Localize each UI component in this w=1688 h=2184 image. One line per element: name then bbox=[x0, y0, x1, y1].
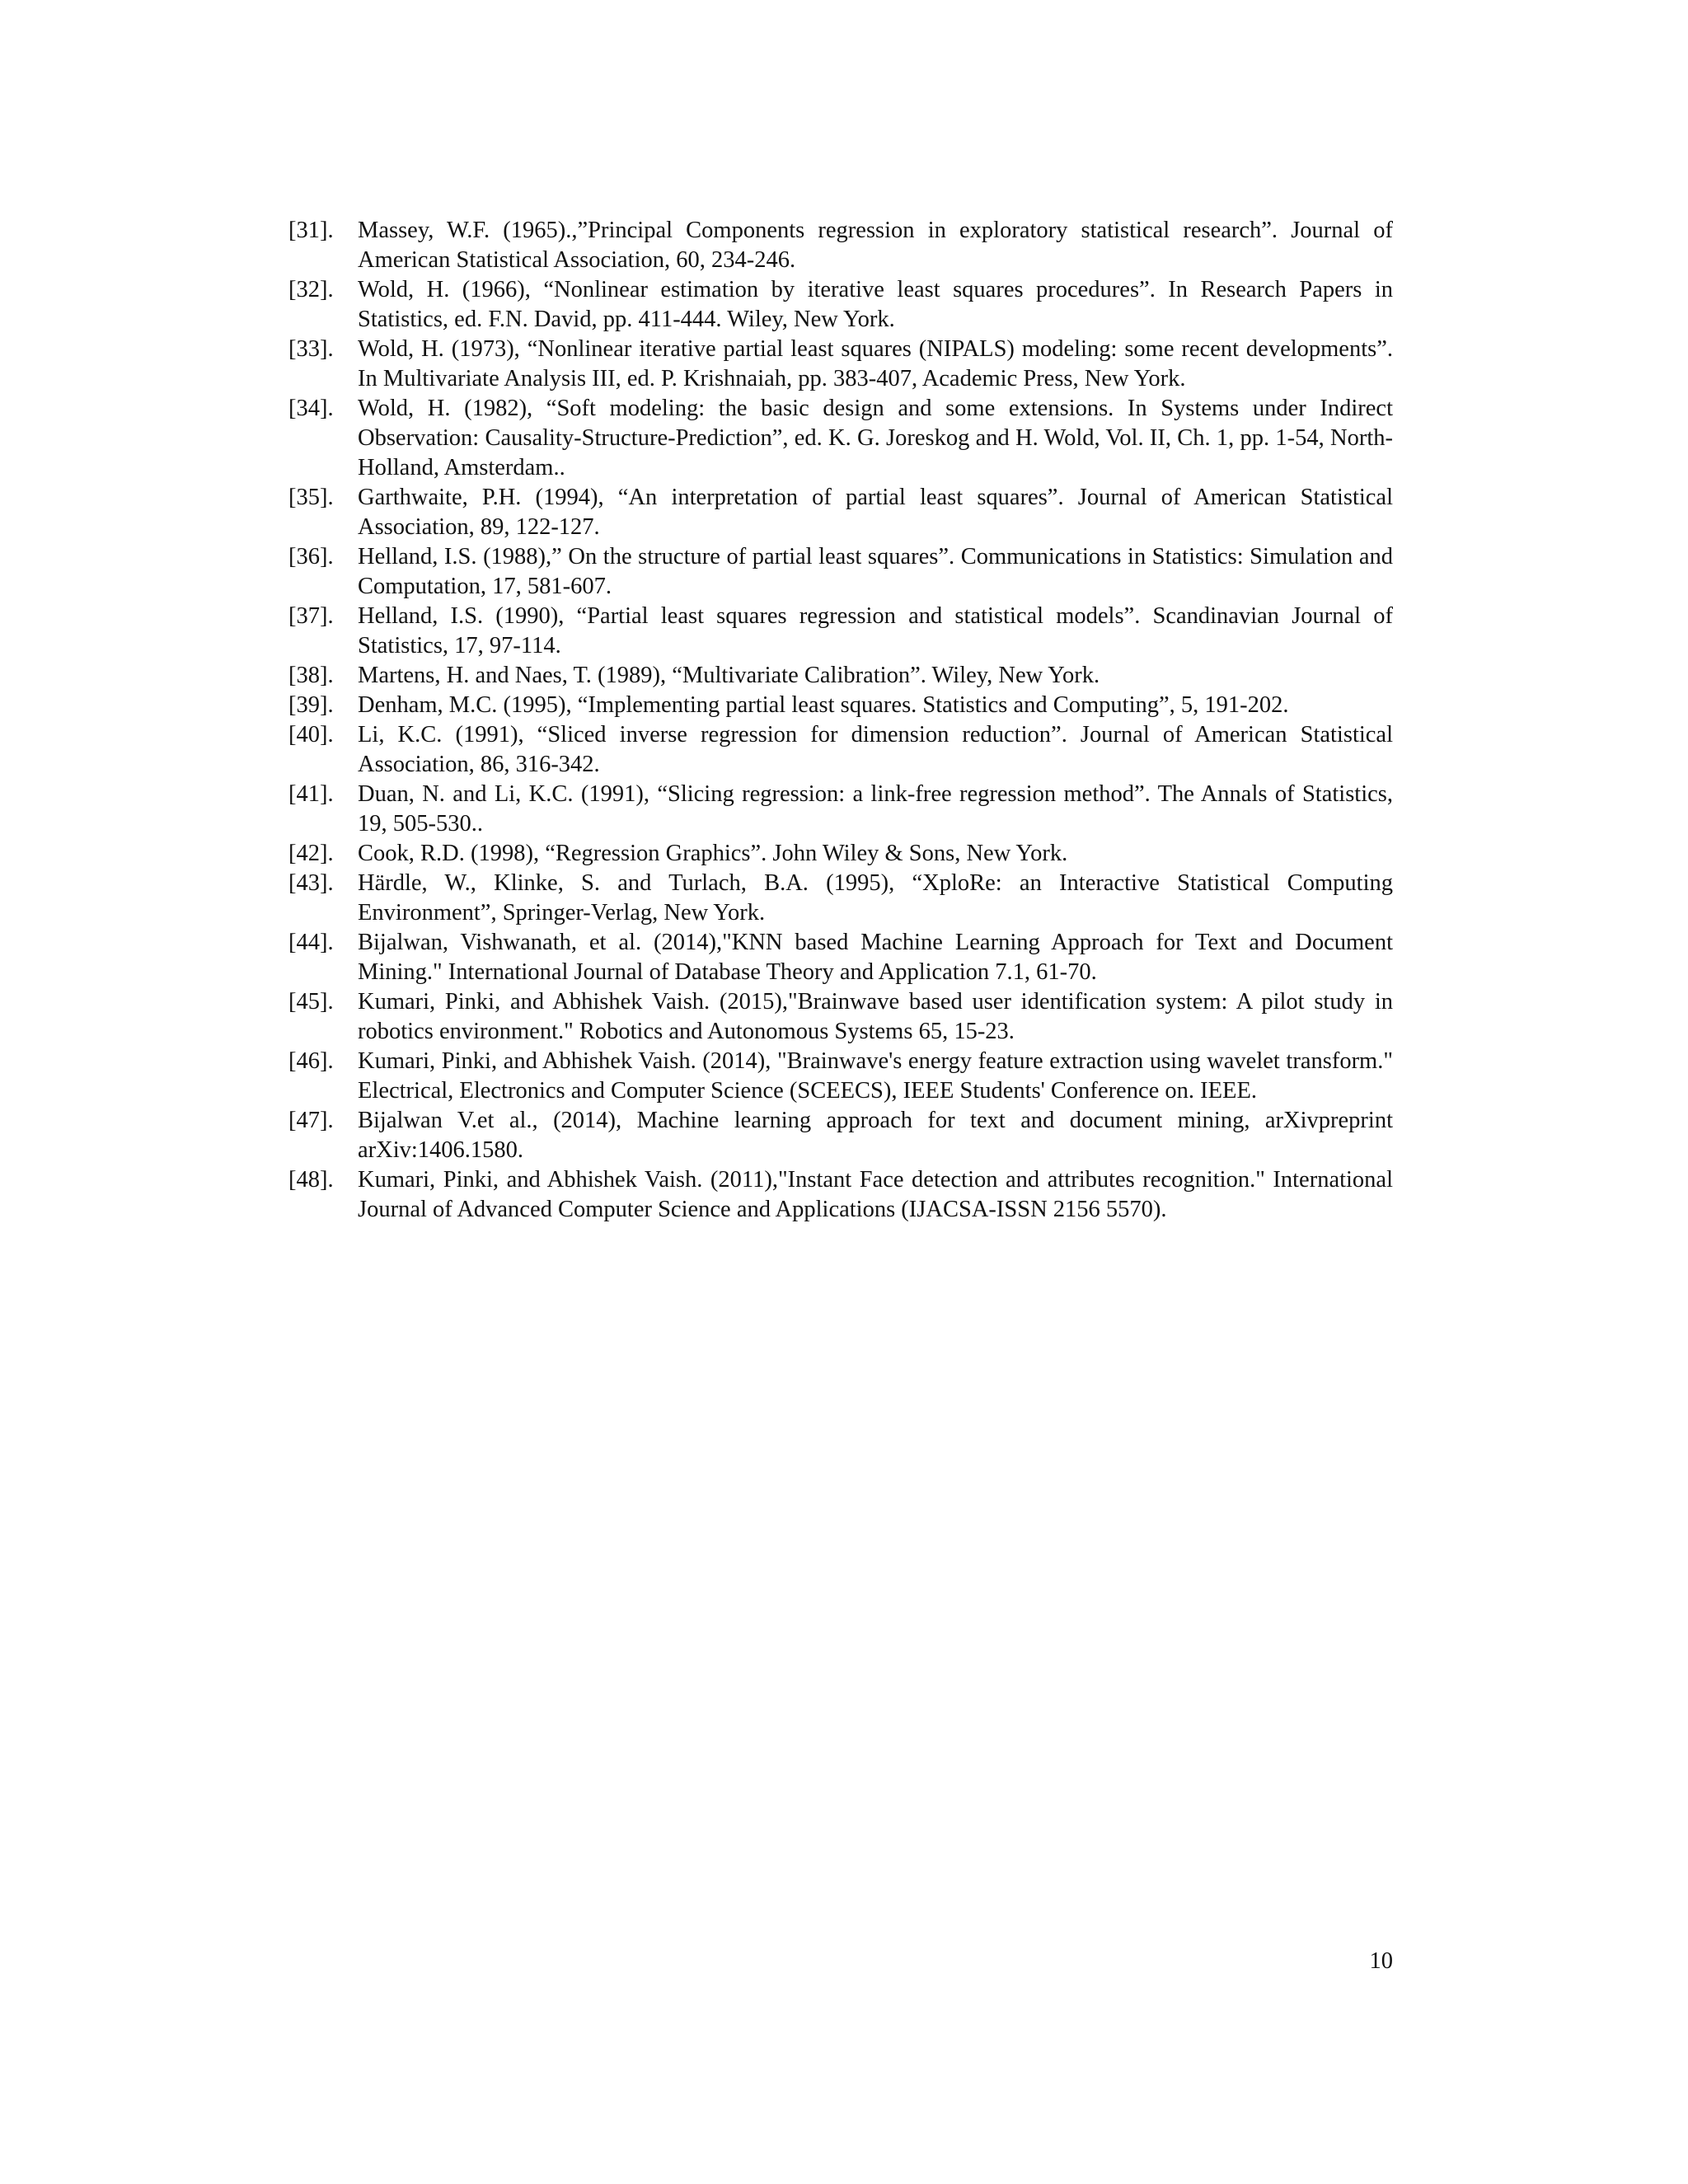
reference-number: [46]. bbox=[288, 1048, 334, 1074]
reference-text: Bijalwan, Vishwanath, et al. (2014),"KNN based Machine Learning Approach for Text and Document Mining." International Journal of Database Theory and Application 7.1, 61-70. bbox=[358, 930, 1393, 985]
reference-text: Kumari, Pinki, and Abhishek Vaish. (2015),"Brainwave based user identification system: A pilot study in robotics environment." Robotics and Autonomous Systems 65, 15-23. bbox=[358, 989, 1393, 1044]
reference-text: Helland, I.S. (1988),” On the structure of partial least squares”. Communications in Statistics: Simulation and Computation, 17, 581-607. bbox=[358, 544, 1393, 599]
reference-text: Wold, H. (1982), “Soft modeling: the basic design and some extensions. In Systems under Indirect Observation: Causality-Structure-Prediction”, ed. K. G. Joreskog and H. Wold, Vol. II, Ch. 1, pp. 1-54, North-Holland, Amsterdam.. bbox=[358, 396, 1393, 480]
reference-item bbox=[288, 1106, 1393, 1165]
reference-number: [33]. bbox=[288, 336, 334, 362]
reference-item bbox=[288, 275, 1393, 335]
reference-item bbox=[288, 1165, 1393, 1225]
reference-text: Kumari, Pinki, and Abhishek Vaish. (2011),"Instant Face detection and attributes recognition." International Journal of Advanced Computer Science and Applications (IJACSA-ISSN 2156 5570). bbox=[358, 1167, 1393, 1222]
reference-item bbox=[288, 691, 1393, 720]
reference-number: [32]. bbox=[288, 277, 334, 302]
reference-number: [38]. bbox=[288, 663, 334, 688]
reference-item bbox=[288, 869, 1393, 928]
reference-item bbox=[288, 780, 1393, 839]
reference-number: [48]. bbox=[288, 1167, 334, 1193]
reference-item bbox=[288, 661, 1393, 691]
reference-text: Helland, I.S. (1990), “Partial least squares regression and statistical models”. Scandinavian Journal of Statistics, 17, 97-114. bbox=[358, 603, 1393, 658]
reference-text: Kumari, Pinki, and Abhishek Vaish. (2014), "Brainwave's energy feature extraction using wavelet transform." Electrical, Electronics and Computer Science (SCEECS), IEEE Students' Conference on. IEEE. bbox=[358, 1048, 1393, 1104]
reference-number: [40]. bbox=[288, 722, 334, 748]
reference-item bbox=[288, 483, 1393, 542]
reference-text: Duan, N. and Li, K.C. (1991), “Slicing regression: a link-free regression method”. The Annals of Statistics, 19, 505-530.. bbox=[358, 781, 1393, 837]
reference-number: [39]. bbox=[288, 692, 334, 718]
reference-number: [45]. bbox=[288, 989, 334, 1015]
reference-text: Wold, H. (1973), “Nonlinear iterative partial least squares (NIPALS) modeling: some recent developments”. In Multivariate Analysis III, ed. P. Krishnaiah, pp. 383-407, Academic Press, New York. bbox=[358, 336, 1393, 391]
reference-number: [34]. bbox=[288, 396, 334, 421]
reference-list bbox=[288, 216, 1393, 1225]
reference-item bbox=[288, 987, 1393, 1047]
reference-text: Cook, R.D. (1998), “Regression Graphics”. John Wiley & Sons, New York. bbox=[358, 841, 1068, 866]
reference-number: [36]. bbox=[288, 544, 334, 569]
reference-text: Martens, H. and Naes, T. (1989), “Multivariate Calibration”. Wiley, New York. bbox=[358, 663, 1100, 688]
reference-text: Li, K.C. (1991), “Sliced inverse regression for dimension reduction”. Journal of American Statistical Association, 86, 316-342. bbox=[358, 722, 1393, 777]
reference-item bbox=[288, 720, 1393, 780]
reference-item bbox=[288, 394, 1393, 483]
reference-item bbox=[288, 542, 1393, 602]
reference-item bbox=[288, 602, 1393, 661]
reference-item bbox=[288, 1047, 1393, 1106]
reference-number: [44]. bbox=[288, 930, 334, 955]
reference-number: [31]. bbox=[288, 218, 334, 243]
reference-text: Massey, W.F. (1965).,”Principal Components regression in exploratory statistical research”. Journal of American Statistical Association, 60, 234-246. bbox=[358, 218, 1393, 273]
reference-number: [41]. bbox=[288, 781, 334, 807]
reference-number: [35]. bbox=[288, 485, 334, 510]
reference-item bbox=[288, 928, 1393, 987]
reference-text: Denham, M.C. (1995), “Implementing partial least squares. Statistics and Computing”, 5, 191-202. bbox=[358, 692, 1289, 718]
reference-number: [47]. bbox=[288, 1108, 334, 1133]
reference-text: Härdle, W., Klinke, S. and Turlach, B.A. (1995), “XploRe: an Interactive Statistical Computing Environment”, Springer-Verlag, New York. bbox=[358, 870, 1393, 926]
reference-text: Bijalwan V.et al., (2014), Machine learning approach for text and document mining, arXivpreprint arXiv:1406.1580. bbox=[358, 1108, 1393, 1163]
reference-item bbox=[288, 216, 1393, 275]
reference-number: [42]. bbox=[288, 841, 334, 866]
reference-text: Garthwaite, P.H. (1994), “An interpretation of partial least squares”. Journal of American Statistical Association, 89, 122-127. bbox=[358, 485, 1393, 540]
page-number: 10 bbox=[1369, 1948, 1393, 1974]
reference-number: [37]. bbox=[288, 603, 334, 629]
reference-item bbox=[288, 839, 1393, 869]
reference-number: [43]. bbox=[288, 870, 334, 896]
reference-item bbox=[288, 335, 1393, 394]
reference-text: Wold, H. (1966), “Nonlinear estimation by iterative least squares procedures”. In Research Papers in Statistics, ed. F.N. David, pp. 411-444. Wiley, New York. bbox=[358, 277, 1393, 332]
